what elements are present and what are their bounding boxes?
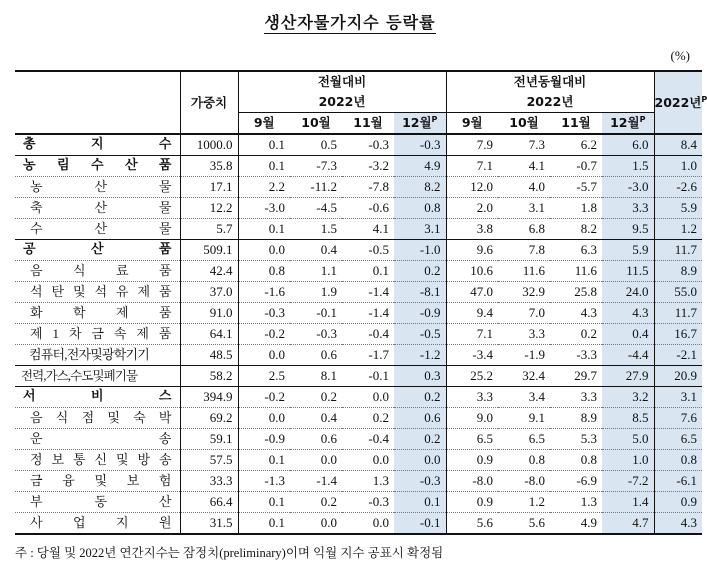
yoy-cell: 32.9: [498, 282, 550, 303]
mom-cell: -0.2: [238, 387, 290, 408]
annual-cell: 3.1: [654, 387, 702, 408]
yoy-cell: 4.3: [550, 303, 602, 324]
mom-cell: -0.9: [394, 303, 446, 324]
yoy-cell: -6.9: [550, 471, 602, 492]
header-mom-sep: 9월: [238, 113, 290, 135]
yoy-cell: 7.1: [446, 156, 498, 177]
mom-cell: 0.0: [394, 450, 446, 471]
mom-cell: 0.5: [290, 134, 342, 156]
yoy-cell: -8.0: [498, 471, 550, 492]
annual-cell: 11.7: [654, 303, 702, 324]
header-yoy-year: 2022년: [446, 92, 654, 113]
yoy-cell: 8.2: [550, 219, 602, 240]
yoy-cell: -3.0: [602, 177, 654, 198]
mom-cell: 0.6: [290, 429, 342, 450]
table-row: [15, 324, 702, 345]
annual-cell: 8.9: [654, 261, 702, 282]
mom-cell: 0.6: [394, 408, 446, 429]
yoy-cell: 4.9: [550, 513, 602, 535]
row-label: 음 식 료 품: [15, 261, 180, 282]
mom-cell: -0.5: [394, 324, 446, 345]
row-label: 정 보 통 신 및 방 송: [15, 450, 180, 471]
mom-cell: 0.0: [238, 345, 290, 366]
mom-cell: -0.1: [342, 366, 394, 387]
mom-cell: -7.8: [342, 177, 394, 198]
row-label: 서 비 스: [15, 387, 180, 408]
table-row: [15, 345, 702, 366]
weight-cell: 69.2: [180, 408, 238, 429]
yoy-cell: 0.9: [446, 492, 498, 513]
annual-cell: 11.7: [654, 240, 702, 261]
yoy-cell: 0.2: [550, 324, 602, 345]
yoy-cell: 4.3: [602, 303, 654, 324]
weight-cell: 1000.0: [180, 134, 238, 156]
yoy-cell: 8.5: [602, 408, 654, 429]
table-row: [15, 156, 702, 177]
table-row: [15, 219, 702, 240]
yoy-cell: 1.4: [602, 492, 654, 513]
yoy-cell: 3.3: [446, 387, 498, 408]
table-row: [15, 134, 702, 156]
yoy-cell: 9.0: [446, 408, 498, 429]
table-row: [15, 198, 702, 219]
table-row: [15, 429, 702, 450]
table-row: [15, 513, 702, 535]
mom-cell: -1.2: [394, 345, 446, 366]
mom-cell: -1.6: [238, 282, 290, 303]
mom-cell: -11.2: [290, 177, 342, 198]
mom-cell: 0.0: [342, 450, 394, 471]
weight-cell: 35.8: [180, 156, 238, 177]
weight-cell: 66.4: [180, 492, 238, 513]
yoy-cell: -8.0: [446, 471, 498, 492]
yoy-cell: 10.6: [446, 261, 498, 282]
yoy-cell: 0.9: [446, 450, 498, 471]
table-row: [15, 303, 702, 324]
weight-cell: 64.1: [180, 324, 238, 345]
mom-cell: 4.1: [342, 219, 394, 240]
mom-cell: -0.5: [342, 240, 394, 261]
mom-cell: 0.1: [342, 261, 394, 282]
header-mom-dec: [394, 113, 446, 135]
yoy-cell: 6.0: [602, 134, 654, 156]
mom-cell: -1.4: [342, 282, 394, 303]
yoy-cell: 3.3: [498, 324, 550, 345]
yoy-cell: 9.1: [498, 408, 550, 429]
yoy-cell: 3.3: [602, 198, 654, 219]
mom-cell: 0.6: [290, 345, 342, 366]
mom-cell: -0.6: [342, 198, 394, 219]
mom-cell: -0.4: [342, 429, 394, 450]
header-yoy-dec: [602, 113, 654, 135]
annual-cell: -6.1: [654, 471, 702, 492]
mom-cell: 0.8: [394, 198, 446, 219]
mom-cell: -1.4: [290, 471, 342, 492]
weight-cell: 37.0: [180, 282, 238, 303]
mom-cell: 0.0: [290, 450, 342, 471]
mom-cell: 0.8: [238, 261, 290, 282]
mom-cell: -0.3: [342, 134, 394, 156]
weight-cell: 59.1: [180, 429, 238, 450]
footnote: 주 : 당월 및 2022년 연간지수는 잠정치(preliminary)이며 익월 지수 공표시 확정됨: [15, 546, 444, 560]
mom-cell: -1.7: [342, 345, 394, 366]
header-category: [15, 71, 180, 134]
mom-cell: 0.1: [238, 134, 290, 156]
yoy-cell: 3.8: [446, 219, 498, 240]
row-label: 총 지 수: [15, 134, 180, 156]
header-yoy-oct: 10월: [498, 113, 550, 135]
mom-cell: -4.5: [290, 198, 342, 219]
yoy-cell: 7.1: [446, 324, 498, 345]
page-title: 생산자물가지수 등락률: [264, 13, 436, 32]
yoy-cell: 4.0: [498, 177, 550, 198]
yoy-cell: -1.9: [498, 345, 550, 366]
yoy-cell: -4.4: [602, 345, 654, 366]
header-yoy: 전년동월대비: [446, 71, 654, 92]
header-mom-nov: 11월: [342, 113, 394, 135]
table-row: [15, 177, 702, 198]
yoy-cell: -7.2: [602, 471, 654, 492]
mom-cell: 0.4: [290, 240, 342, 261]
weight-cell: 57.5: [180, 450, 238, 471]
yoy-cell: 4.1: [498, 156, 550, 177]
mom-cell: -3.2: [342, 156, 394, 177]
weight-cell: 58.2: [180, 366, 238, 387]
mom-cell: -0.1: [290, 303, 342, 324]
yoy-cell: -5.7: [550, 177, 602, 198]
yoy-cell: 2.0: [446, 198, 498, 219]
yoy-cell: 4.7: [602, 513, 654, 535]
weight-cell: 509.1: [180, 240, 238, 261]
mom-cell: -0.1: [394, 513, 446, 535]
yoy-cell: 5.0: [602, 429, 654, 450]
mom-cell: 0.2: [290, 492, 342, 513]
price-index-table: [15, 70, 707, 535]
yoy-cell: 7.0: [498, 303, 550, 324]
row-label: 제 1 차 금 속 제 품: [15, 324, 180, 345]
weight-cell: 12.2: [180, 198, 238, 219]
yoy-cell: 9.5: [602, 219, 654, 240]
mom-cell: -0.2: [238, 324, 290, 345]
mom-cell: 2.5: [238, 366, 290, 387]
yoy-cell: 6.5: [498, 429, 550, 450]
annual-cell: 20.9: [654, 366, 702, 387]
header-yoy-dec-label: 12월: [610, 115, 640, 130]
yoy-cell: 11.6: [498, 261, 550, 282]
mom-cell: 1.5: [290, 219, 342, 240]
mom-cell: 0.4: [290, 408, 342, 429]
yoy-cell: 1.2: [498, 492, 550, 513]
weight-cell: 42.4: [180, 261, 238, 282]
mom-cell: 0.2: [290, 387, 342, 408]
mom-cell: 0.2: [394, 429, 446, 450]
yoy-cell: 1.8: [550, 198, 602, 219]
annual-cell: 55.0: [654, 282, 702, 303]
mom-cell: 0.2: [394, 387, 446, 408]
yoy-cell: 6.5: [446, 429, 498, 450]
table-row: [15, 408, 702, 429]
mom-cell: -0.3: [394, 134, 446, 156]
yoy-cell: 1.5: [602, 156, 654, 177]
yoy-cell: -3.4: [446, 345, 498, 366]
table-body: [15, 134, 702, 534]
yoy-cell: -3.3: [550, 345, 602, 366]
table-row: [15, 492, 702, 513]
yoy-cell: 0.8: [550, 450, 602, 471]
yoy-cell: 6.2: [550, 134, 602, 156]
table-row: [15, 471, 702, 492]
yoy-cell: 25.8: [550, 282, 602, 303]
yoy-cell: 5.6: [446, 513, 498, 535]
mom-cell: 2.2: [238, 177, 290, 198]
header-mom-year: 2022년: [238, 92, 446, 113]
yoy-cell: 5.3: [550, 429, 602, 450]
yoy-cell: 3.4: [498, 387, 550, 408]
mom-cell: 0.0: [342, 513, 394, 535]
mom-cell: -3.0: [238, 198, 290, 219]
row-label: 부 동 산: [15, 492, 180, 513]
header-mom-dec-label: 12월: [402, 115, 432, 130]
table-row: [15, 282, 702, 303]
row-label: 농 산 물: [15, 177, 180, 198]
header-mom: 전월대비: [238, 71, 446, 92]
mom-cell: 0.2: [394, 261, 446, 282]
row-label: 금 융 및 보 험: [15, 471, 180, 492]
mom-cell: -0.3: [342, 492, 394, 513]
mom-cell: 0.1: [238, 219, 290, 240]
table-row: [15, 450, 702, 471]
header-yoy-nov: 11월: [550, 113, 602, 135]
weight-cell: 17.1: [180, 177, 238, 198]
mom-cell: 0.0: [238, 240, 290, 261]
row-label: 컴퓨터,전자및광학기기: [15, 345, 180, 366]
yoy-cell: 1.0: [602, 450, 654, 471]
yoy-cell: 5.6: [498, 513, 550, 535]
yoy-cell: 7.8: [498, 240, 550, 261]
mom-cell: -0.3: [290, 324, 342, 345]
yoy-cell: 9.4: [446, 303, 498, 324]
mom-cell: 0.1: [238, 450, 290, 471]
yoy-cell: 29.7: [550, 366, 602, 387]
annual-cell: -2.1: [654, 345, 702, 366]
header-mom-oct: 10월: [290, 113, 342, 135]
header-weight: 가중치: [180, 71, 238, 134]
mom-cell: 0.2: [342, 408, 394, 429]
row-label: 운 송: [15, 429, 180, 450]
mom-cell: 1.9: [290, 282, 342, 303]
yoy-cell: -0.7: [550, 156, 602, 177]
mom-cell: 0.0: [290, 513, 342, 535]
mom-cell: 4.9: [394, 156, 446, 177]
yoy-cell: 0.4: [602, 324, 654, 345]
mom-cell: -0.4: [342, 324, 394, 345]
yoy-cell: 12.0: [446, 177, 498, 198]
yoy-cell: 3.3: [550, 387, 602, 408]
mom-cell: -0.9: [238, 429, 290, 450]
yoy-cell: 47.0: [446, 282, 498, 303]
mom-cell: -0.3: [238, 303, 290, 324]
annual-cell: 0.8: [654, 450, 702, 471]
annual-cell: 5.9: [654, 198, 702, 219]
row-label: 사 업 지 원: [15, 513, 180, 535]
table-row: [15, 366, 702, 387]
table-row: [15, 240, 702, 261]
yoy-cell: 8.9: [550, 408, 602, 429]
table-row: [15, 387, 702, 408]
weight-cell: 91.0: [180, 303, 238, 324]
mom-cell: -8.1: [394, 282, 446, 303]
annual-cell: 7.6: [654, 408, 702, 429]
yoy-cell: 1.3: [550, 492, 602, 513]
mom-cell: 0.1: [238, 492, 290, 513]
row-label: 전력,가스,수도및폐기물: [15, 366, 180, 387]
yoy-cell: 6.8: [498, 219, 550, 240]
row-label: 축 산 물: [15, 198, 180, 219]
yoy-cell: 3.1: [498, 198, 550, 219]
annual-cell: 4.3: [654, 513, 702, 535]
yoy-cell: 7.3: [498, 134, 550, 156]
yoy-cell: 6.3: [550, 240, 602, 261]
yoy-cell: 3.2: [602, 387, 654, 408]
mom-cell: 1.3: [342, 471, 394, 492]
mom-cell: 0.1: [238, 513, 290, 535]
yoy-cell: 5.9: [602, 240, 654, 261]
mom-cell: 8.2: [394, 177, 446, 198]
mom-cell: -1.0: [394, 240, 446, 261]
row-label: 수 산 물: [15, 219, 180, 240]
header-annual: [654, 71, 707, 134]
weight-cell: 5.7: [180, 219, 238, 240]
annual-cell: -2.6: [654, 177, 702, 198]
row-label: 음 식 점 및 숙 박: [15, 408, 180, 429]
annual-cell: 6.5: [654, 429, 702, 450]
mom-cell: -1.3: [238, 471, 290, 492]
mom-cell: 1.1: [290, 261, 342, 282]
yoy-cell: 25.2: [446, 366, 498, 387]
annual-cell: 1.0: [654, 156, 702, 177]
yoy-cell: 27.9: [602, 366, 654, 387]
mom-cell: 8.1: [290, 366, 342, 387]
weight-cell: 48.5: [180, 345, 238, 366]
row-label: 공 산 품: [15, 240, 180, 261]
annual-cell: 0.9: [654, 492, 702, 513]
mom-cell: 0.1: [394, 492, 446, 513]
header-annual-year: 2022년: [654, 94, 702, 110]
mom-cell: 0.1: [238, 156, 290, 177]
yoy-cell: 0.8: [498, 450, 550, 471]
annual-cell: 8.4: [654, 134, 702, 156]
mom-cell: 0.3: [394, 366, 446, 387]
mom-cell: -0.3: [394, 471, 446, 492]
header-yoy-sep: 9월: [446, 113, 498, 135]
yoy-cell: 32.4: [498, 366, 550, 387]
table-row: [15, 261, 702, 282]
mom-cell: 3.1: [394, 219, 446, 240]
yoy-cell: 11.5: [602, 261, 654, 282]
unit-label: (%): [670, 48, 690, 63]
annual-cell: 1.2: [654, 219, 702, 240]
mom-cell: -7.3: [290, 156, 342, 177]
weight-cell: 33.3: [180, 471, 238, 492]
mom-cell: -1.4: [342, 303, 394, 324]
row-label: 화 학 제 품: [15, 303, 180, 324]
header-annual-mark: P: [701, 94, 707, 104]
yoy-cell: 24.0: [602, 282, 654, 303]
mom-cell: 0.0: [238, 408, 290, 429]
row-label: 석 탄 및 석 유 제 품: [15, 282, 180, 303]
header-yoy-dec-mark: P: [639, 114, 646, 124]
weight-cell: 31.5: [180, 513, 238, 535]
yoy-cell: 7.9: [446, 134, 498, 156]
weight-cell: 394.9: [180, 387, 238, 408]
row-label: 농 림 수 산 품: [15, 156, 180, 177]
mom-cell: 0.0: [342, 387, 394, 408]
header-mom-dec-mark: P: [431, 114, 438, 124]
yoy-cell: 9.6: [446, 240, 498, 261]
annual-cell: 16.7: [654, 324, 702, 345]
yoy-cell: 11.6: [550, 261, 602, 282]
